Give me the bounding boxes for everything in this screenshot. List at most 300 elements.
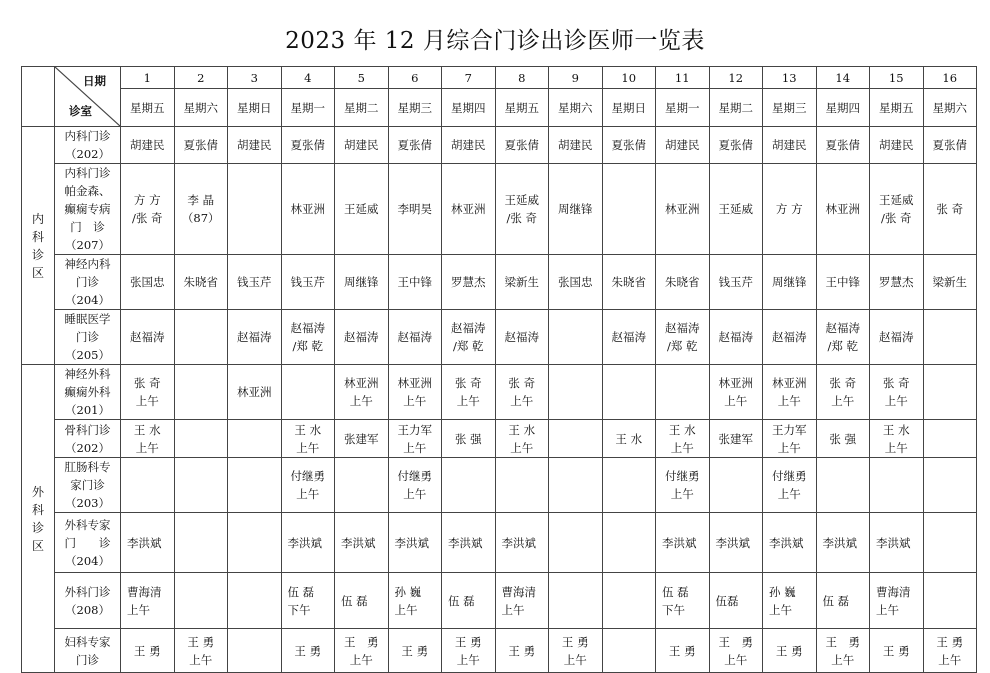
doctor-entry-line: 钱玉芹 [237, 275, 272, 289]
schedule-cell [228, 127, 282, 164]
doctor-entry-line: 赵福涛 [451, 321, 486, 335]
doctor-entry-line: 李洪斌 [662, 535, 697, 550]
schedule-cell [602, 255, 656, 310]
doctor-entry-line: 曹海清 [127, 584, 162, 599]
schedule-cell [549, 573, 603, 629]
schedule-cell [495, 127, 549, 164]
weekday-9: 星期六 [549, 89, 603, 127]
schedule-cell [228, 513, 282, 573]
schedule-cell [335, 573, 389, 629]
day-number-10: 10 [602, 67, 656, 89]
doctor-entry-line: 李洪斌 [341, 535, 376, 550]
doctor-entry-line: 上午 [296, 440, 320, 455]
schedule-cell [281, 164, 335, 255]
schedule-cell [121, 127, 175, 164]
doctor-entry-line: 方 方 [775, 202, 803, 216]
doctor-entry-line: 赵福涛 [397, 330, 432, 344]
doctor-entry-line: 钱玉芹 [290, 275, 325, 289]
doctor-entry-line: 林亚洲 [718, 376, 753, 390]
clinic-name-cell [55, 164, 121, 255]
doctor-entry-line: 上午 [777, 440, 801, 455]
schedule-cell [549, 164, 603, 255]
schedule-cell [442, 513, 496, 573]
schedule-cell [602, 573, 656, 629]
schedule-cell [228, 420, 282, 458]
doctor-entry-line: 赵福涛 [237, 330, 272, 344]
schedule-cell [281, 365, 335, 420]
doctor-entry-line: 王 水 [508, 422, 536, 437]
schedule-cell [870, 164, 924, 255]
doctor-entry-line: 王 勇 [454, 634, 482, 649]
schedule-cell [335, 164, 389, 255]
schedule-cell [763, 365, 817, 420]
schedule-cell [870, 365, 924, 420]
doctor-entry-line: /郑 乾 [292, 339, 324, 353]
doctor-entry-line: 王延威 [344, 202, 379, 216]
doctor-entry-line: 李洪斌 [287, 535, 322, 550]
doctor-entry-line: 上午 [349, 652, 373, 667]
schedule-cell [602, 420, 656, 458]
doctor-entry-line: 李 晶 [187, 193, 215, 207]
clinic-name-line: 门诊 [76, 275, 99, 289]
schedule-cell [442, 310, 496, 365]
doctor-entry-line: 张国忠 [130, 275, 165, 289]
doctor-entry-line: 王 勇 [718, 634, 753, 649]
day-number-4: 4 [281, 67, 335, 89]
schedule-cell [549, 513, 603, 573]
clinic-name-line: 门诊 [76, 330, 99, 344]
schedule-cell [602, 127, 656, 164]
clinic-name-line: （203） [65, 496, 110, 510]
schedule-cell [656, 164, 710, 255]
clinic-name-line: 门 诊 [70, 220, 105, 234]
schedule-cell [870, 629, 924, 673]
doctor-entry-line: 王 水 [882, 422, 910, 437]
schedule-cell [495, 629, 549, 673]
schedule-cell [174, 365, 228, 420]
clinic-name-line: 家门诊 [70, 478, 105, 492]
schedule-cell [121, 365, 175, 420]
doctor-entry-line: 胡建民 [130, 138, 165, 152]
doctor-entry-line: 上午 [938, 652, 962, 667]
doctor-entry-line: 胡建民 [772, 138, 807, 152]
schedule-cell [549, 365, 603, 420]
schedule-cell [495, 365, 549, 420]
schedule-cell [602, 513, 656, 573]
doctor-entry-line: 上午 [296, 487, 320, 501]
clinic-name-line: 外科门诊 [64, 584, 111, 599]
schedule-cell [388, 255, 442, 310]
day-number-14: 14 [816, 67, 870, 89]
table-row [22, 513, 977, 573]
schedule-cell [174, 573, 228, 629]
doctor-entry-line: 夏张倩 [183, 138, 218, 152]
doctor-entry-line: 张建军 [718, 431, 753, 446]
schedule-cell [335, 310, 389, 365]
doctor-entry-line: 李洪斌 [715, 535, 750, 550]
schedule-cell [121, 513, 175, 573]
page-title: 2023 年 12 月综合门诊出诊医师一览表 [285, 28, 705, 54]
doctor-entry-line: 赵福涛 [772, 330, 807, 344]
day-number-13: 13 [763, 67, 817, 89]
date-label: 日期 [83, 74, 106, 88]
day-number-12: 12 [709, 67, 763, 89]
doctor-entry-line: 胡建民 [558, 138, 593, 152]
clinic-name-line: 内科门诊 [64, 129, 111, 143]
schedule-cell [335, 458, 389, 513]
schedule-cell [442, 458, 496, 513]
schedule-cell [549, 458, 603, 513]
doctor-entry-line: 赵福涛 [879, 330, 914, 344]
schedule-cell [602, 458, 656, 513]
doctor-entry-line: /张 奇 [880, 211, 912, 225]
schedule-cell [763, 164, 817, 255]
schedule-cell [281, 573, 335, 629]
doctor-entry-line: 上午 [777, 487, 801, 501]
doctor-entry-line: 罗慧杰 [451, 275, 486, 289]
schedule-cell [228, 310, 282, 365]
schedule-cell [763, 458, 817, 513]
schedule-cell [281, 629, 335, 673]
schedule-cell [335, 127, 389, 164]
schedule-cell [923, 513, 977, 573]
schedule-cell [281, 255, 335, 310]
weekday-8: 星期五 [495, 89, 549, 127]
doctor-entry-line: 王力军 [397, 422, 432, 437]
doctor-entry-line: 王 水 [668, 422, 696, 437]
doctor-entry-line: 王 勇 [825, 634, 860, 649]
doctor-entry-line: 上午 [501, 602, 525, 617]
doctor-entry-line: 上午 [724, 394, 748, 408]
schedule-cell [763, 629, 817, 673]
clinic-name-line: 骨科门诊 [64, 422, 111, 437]
table-row [22, 310, 977, 365]
clinic-name-cell [55, 573, 121, 629]
clinic-name-cell [55, 310, 121, 365]
table-row [22, 629, 977, 673]
day-number-7: 7 [442, 67, 496, 89]
doctor-entry-line: 林亚洲 [825, 202, 860, 216]
weekday-3: 星期日 [228, 89, 282, 127]
schedule-cell [549, 310, 603, 365]
schedule-cell [816, 255, 870, 310]
weekday-12: 星期二 [709, 89, 763, 127]
clinic-name-line: （208） [65, 602, 110, 617]
doctor-entry-line: 周继锋 [558, 202, 593, 216]
schedule-cell [709, 513, 763, 573]
schedule-cell [763, 255, 817, 310]
schedule-cell [228, 573, 282, 629]
doctor-entry-line: 胡建民 [879, 138, 914, 152]
doctor-entry-line: 赵福涛 [825, 321, 860, 335]
schedule-cell [121, 255, 175, 310]
table-row [22, 458, 977, 513]
schedule-cell [656, 458, 710, 513]
doctor-entry-line: 周继锋 [772, 275, 807, 289]
doctor-entry-line: 张 奇 [454, 376, 482, 390]
schedule-cell [923, 164, 977, 255]
header-blank-cell [22, 67, 55, 127]
doctor-entry-line: 上午 [135, 394, 159, 408]
schedule-cell [121, 573, 175, 629]
schedule-cell [442, 255, 496, 310]
header-diagonal-cell [55, 67, 121, 127]
doctor-entry-line: 林亚洲 [665, 202, 700, 216]
doctor-entry-line: 胡建民 [237, 138, 272, 152]
schedule-cell [709, 127, 763, 164]
schedule-cell [388, 127, 442, 164]
clinic-name-line: （202） [65, 147, 110, 161]
schedule-cell [923, 420, 977, 458]
schedule-cell [228, 365, 282, 420]
schedule-cell [709, 458, 763, 513]
schedule-cell [228, 255, 282, 310]
schedule-cell [495, 310, 549, 365]
schedule-cell [174, 127, 228, 164]
schedule-cell [923, 127, 977, 164]
schedule-cell [923, 255, 977, 310]
doctor-entry-line: 上午 [394, 602, 418, 617]
doctor-entry-line: 王力军 [772, 422, 807, 437]
doctor-entry-line: 赵福涛 [130, 330, 165, 344]
doctor-entry-line: 李洪斌 [127, 535, 162, 550]
clinic-name-line: （201） [65, 403, 110, 417]
schedule-cell [228, 458, 282, 513]
schedule-cell [923, 629, 977, 673]
schedule-cell [656, 420, 710, 458]
zone-label-char: 诊 [31, 520, 44, 535]
doctor-entry-line: 王 勇 [187, 634, 215, 649]
clinic-name-cell [55, 365, 121, 420]
schedule-cell [816, 458, 870, 513]
schedule-cell [870, 513, 924, 573]
doctor-entry-line: 夏张倩 [932, 138, 967, 152]
schedule-cell [388, 365, 442, 420]
weekday-14: 星期四 [816, 89, 870, 127]
doctor-entry-line: 赵福涛 [290, 321, 325, 335]
schedule-cell [442, 164, 496, 255]
doctor-entry-line: 林亚洲 [451, 202, 486, 216]
table-row [22, 420, 977, 458]
weekday-7: 星期四 [442, 89, 496, 127]
schedule-cell [709, 310, 763, 365]
doctor-entry-line: 下午 [662, 602, 685, 617]
clinic-name-line: 门 诊 [64, 535, 111, 550]
date-header-row [22, 67, 977, 89]
doctor-entry-line: 王 勇 [508, 643, 536, 658]
schedule-cell [174, 458, 228, 513]
doctor-entry-line: 上午 [769, 602, 792, 617]
clinic-name-cell [55, 127, 121, 164]
clinic-name-line: 内科门诊 [64, 166, 111, 180]
schedule-cell [549, 629, 603, 673]
doctor-entry-line: 上午 [510, 440, 534, 455]
doctor-entry-line: 伍磊 [715, 593, 739, 608]
doctor-entry-line: 赵福涛 [344, 330, 379, 344]
schedule-cell [870, 310, 924, 365]
clinic-name-line: 肛肠科专 [64, 460, 111, 474]
weekday-5: 星期二 [335, 89, 389, 127]
schedule-cell [549, 420, 603, 458]
doctor-entry-line: 张 奇 [936, 202, 964, 216]
schedule-cell [602, 164, 656, 255]
doctor-entry-line: /张 奇 [131, 211, 163, 225]
doctor-entry-line: 王中锋 [397, 275, 432, 289]
day-number-2: 2 [174, 67, 228, 89]
schedule-table [21, 66, 977, 673]
doctor-entry-line: 王 勇 [344, 634, 379, 649]
doctor-entry-line: 夏张倩 [504, 138, 539, 152]
schedule-cell [174, 629, 228, 673]
schedule-cell [656, 127, 710, 164]
doctor-entry-line: 上午 [876, 602, 899, 617]
doctor-entry-line: 王 水 [615, 431, 643, 446]
doctor-entry-line: 张 奇 [508, 376, 536, 390]
schedule-cell [816, 127, 870, 164]
doctor-entry-line: 钱玉芹 [718, 275, 753, 289]
schedule-cell [495, 255, 549, 310]
doctor-entry-line: 曹海清 [501, 584, 536, 599]
doctor-entry-line: 王 勇 [882, 643, 910, 658]
zone-label-char: 科 [31, 502, 44, 517]
schedule-cell [656, 365, 710, 420]
doctor-entry-line: 李洪斌 [501, 535, 536, 550]
schedule-cell [281, 310, 335, 365]
schedule-cell [174, 310, 228, 365]
doctor-entry-line: 林亚洲 [237, 385, 272, 399]
doctor-entry-line: 胡建民 [451, 138, 486, 152]
schedule-cell [228, 629, 282, 673]
weekday-13: 星期三 [763, 89, 817, 127]
weekday-11: 星期一 [656, 89, 710, 127]
clinic-name-cell [55, 458, 121, 513]
doctor-entry-line: 王 勇 [133, 643, 161, 658]
doctor-entry-line: 朱晓省 [665, 275, 700, 289]
schedule-cell [388, 310, 442, 365]
doctor-entry-line: 张 奇 [829, 376, 857, 390]
schedule-cell [709, 255, 763, 310]
schedule-cell [121, 164, 175, 255]
doctor-entry-line: 李洪斌 [394, 535, 429, 550]
doctor-entry-line: /张 奇 [506, 211, 538, 225]
day-number-3: 3 [228, 67, 282, 89]
schedule-cell [281, 420, 335, 458]
schedule-cell [923, 458, 977, 513]
doctor-entry-line: 李洪斌 [822, 535, 857, 550]
doctor-entry-line: 张 强 [454, 431, 482, 446]
schedule-cell [442, 629, 496, 673]
doctor-entry-line: 林亚洲 [290, 202, 325, 216]
doctor-entry-line: 伍 磊 [341, 593, 368, 608]
schedule-cell [870, 573, 924, 629]
clinic-name-line: 外科专家 [64, 517, 111, 532]
doctor-entry-line: 罗慧杰 [879, 275, 914, 289]
table-row [22, 255, 977, 310]
doctor-entry-line: 王 勇 [294, 643, 322, 658]
schedule-cell [763, 127, 817, 164]
schedule-cell [656, 629, 710, 673]
doctor-entry-line: 张 奇 [133, 376, 161, 390]
schedule-cell [656, 513, 710, 573]
doctor-entry-line: 张 强 [829, 431, 857, 446]
schedule-cell [174, 255, 228, 310]
clinic-name-line: 门诊 [76, 652, 99, 667]
schedule-cell [816, 310, 870, 365]
schedule-cell [174, 513, 228, 573]
doctor-entry-line: 伍 磊 [822, 593, 850, 608]
room-label: 诊室 [69, 104, 92, 118]
clinic-name-line: 神经外科 [64, 367, 111, 381]
doctor-entry-line: 上午 [349, 394, 373, 408]
day-number-6: 6 [388, 67, 442, 89]
weekday-2: 星期六 [174, 89, 228, 127]
table-row [22, 365, 977, 420]
schedule-cell [495, 458, 549, 513]
doctor-entry-line: 上午 [403, 440, 427, 455]
doctor-entry-line: 李洪斌 [769, 535, 804, 550]
weekday-6: 星期三 [388, 89, 442, 127]
doctor-entry-line: 李明昊 [397, 202, 432, 216]
doctor-entry-line: 王 水 [133, 422, 161, 437]
schedule-cell [816, 164, 870, 255]
doctor-entry-line: 上午 [135, 440, 159, 455]
day-number-11: 11 [656, 67, 710, 89]
doctor-entry-line: 王延威 [504, 193, 539, 207]
doctor-entry-line: 上午 [403, 487, 427, 501]
weekday-4: 星期一 [281, 89, 335, 127]
schedule-cell [602, 365, 656, 420]
zone-label-char: 区 [31, 265, 44, 280]
doctor-entry-line: 上午 [510, 394, 534, 408]
schedule-cell [763, 310, 817, 365]
weekday-10: 星期日 [602, 89, 656, 127]
doctor-entry-line: 孙 巍 [769, 584, 796, 599]
schedule-cell [388, 420, 442, 458]
schedule-cell [763, 420, 817, 458]
doctor-entry-line: 胡建民 [344, 138, 379, 152]
clinic-name-line: （204） [65, 293, 110, 307]
clinic-name-line: 睡眠医学 [64, 312, 111, 326]
doctor-entry-line: 梁新生 [504, 275, 539, 289]
doctor-entry-line: 王 勇 [775, 643, 803, 658]
schedule-cell [495, 513, 549, 573]
clinic-name-line: 癫痫外科 [64, 385, 111, 399]
schedule-cell [442, 573, 496, 629]
clinic-name-line: （204） [65, 553, 110, 568]
doctor-entry-line: 上午 [189, 652, 213, 667]
doctor-entry-line: 赵福涛 [504, 330, 539, 344]
schedule-cell [709, 164, 763, 255]
doctor-entry-line: 胡建民 [665, 138, 700, 152]
schedule-cell [388, 458, 442, 513]
doctor-entry-line: 付继勇 [290, 469, 325, 483]
doctor-entry-line: 上午 [670, 440, 694, 455]
schedule-cell [656, 310, 710, 365]
schedule-cell [388, 629, 442, 673]
weekday-16: 星期六 [923, 89, 977, 127]
zone-label-char: 诊 [31, 247, 44, 262]
clinic-name-line: 癫痫专病 [64, 202, 111, 216]
clinic-name-line: 妇科专家 [64, 634, 111, 649]
schedule-cell [816, 573, 870, 629]
doctor-entry-line: 李洪斌 [876, 535, 911, 550]
doctor-entry-line: 张建军 [344, 431, 379, 446]
doctor-entry-line: 上午 [456, 652, 480, 667]
clinic-name-line: （202） [65, 440, 110, 455]
zone-label-char: 外 [31, 484, 44, 499]
schedule-cell [763, 513, 817, 573]
doctor-entry-line: /郑 乾 [827, 339, 859, 353]
